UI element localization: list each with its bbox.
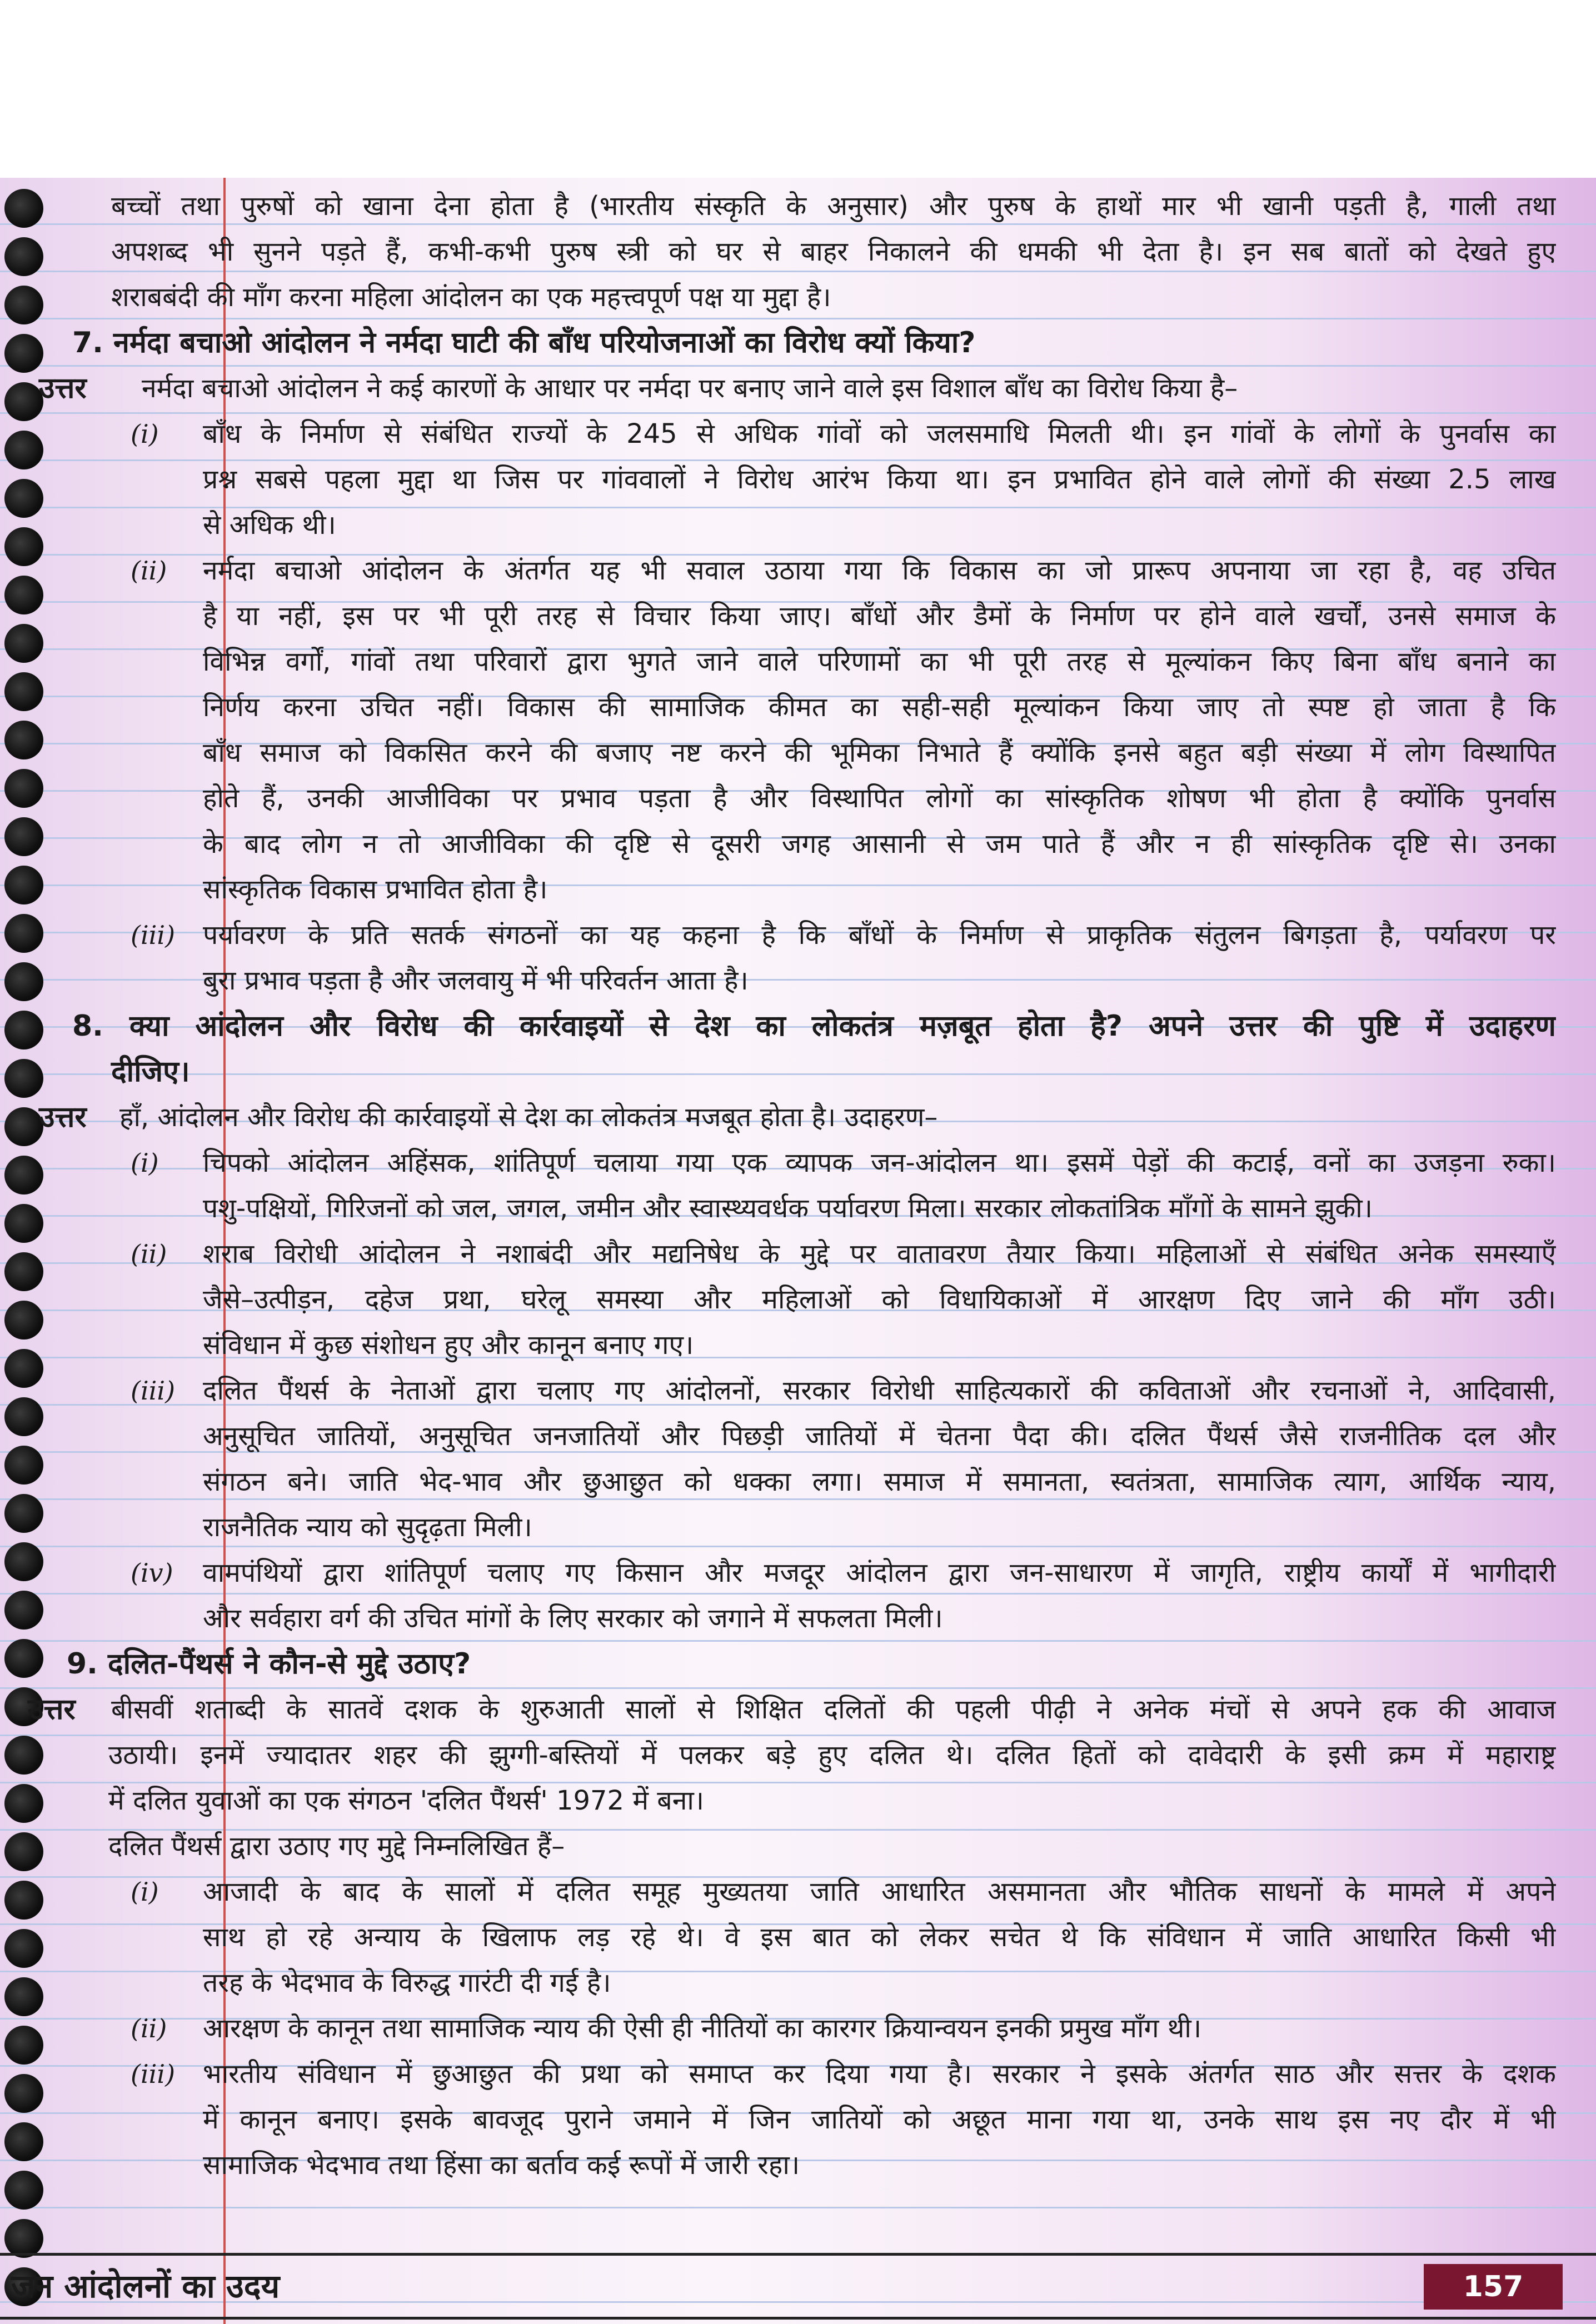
answer-label: उत्तर [28,1693,76,1726]
question-8-line: 8. क्या आंदोलन और विरोध की कार्रवाइयों से देश का लोकतंत्र मज़बूत होता है? अपने उत्तर की पुष्टि में उदाहरण [72,1009,1556,1043]
point-text-line: वामपंथियों द्वारा शांतिपूर्ण चलाए गए किसान और मजदूर आंदोलन द्वारा जन-साधारण में जागृति, राष्ट्रीय कार्यों में भागीदारी [203,1557,1556,1588]
point-number: (iii) [131,1376,176,1406]
answer-text-line: दलित पैंथर्स द्वारा उठाए गए मुद्दे निम्नलिखित हैं– [108,1831,565,1862]
answer-label: उत्तर [39,1101,87,1134]
point-text-line: साथ हो रहे अन्याय के खिलाफ लड़ रहे थे। वे इस बात को लेकर सचेत थे कि संविधान में जाति आधारित किसी भी [203,1922,1556,1953]
point-text-line: विभिन्न वर्गों, गांवों तथा परिवारों द्वारा भुगते जाने वाले परिणामों का भी पूरी तरह से मूल्यांकन किए बिना बाँध बनाने का [203,646,1556,677]
point-text-line: भारतीय संविधान में छुआछुत की प्रथा को समाप्त कर दिया गया है। सरकार ने इसके अंतर्गत साठ और सत्तर के दशक [203,2058,1556,2090]
point-text-line: सामाजिक भेदभाव तथा हिंसा का बर्ताव कई रूपों में जारी रहा। [203,2150,800,2181]
point-number: (iii) [131,2059,176,2089]
question-7: 7. नर्मदा बचाओ आंदोलन ने नर्मदा घाटी की बाँध परियोजनाओं का विरोध क्यों किया? [72,326,976,359]
point-text-line: तरह के भेदभाव के विरुद्ध गारंटी दी गई है। [203,1967,611,1998]
point-text-line: में कानून बनाए। इसके बावजूद पुराने जमाने में जिन जातियों को अछूत माना गया था, उनके साथ इस नए दौर में भी [203,2104,1556,2135]
question-9: 9. दलित-पैंथर्स ने कौन-से मुद्दे उठाए? [67,1647,471,1681]
point-text-line: पर्यावरण के प्रति सतर्क संगठनों का यह कहना है कि बाँधों के निर्माण से प्राकृतिक संतुलन बिगड़ता है, पर्यावरण पर [203,919,1556,951]
answer-label: उत्तर [39,372,87,405]
point-text-line: प्रश्न सबसे पहला मुद्दा था जिस पर गांववालों ने विरोध आरंभ किया था। इन प्रभावित होने वाले लोगों की संख्या 2.5 लाख [203,464,1556,495]
point-number: (ii) [131,2013,167,2043]
point-text-line: जैसे–उत्पीड़न, दहेज प्रथा, घरेलू समस्या और महिलाओं को विधायिकाओं में आरक्षण दिए जाने की माँग उठी। [203,1284,1556,1315]
point-text-line: से अधिक थी। [203,509,336,541]
point-text-line: है या नहीं, इस पर भी पूरी तरह से विचार किया जाए। बाँधों और डैमों के निर्माण पर होने वाले खर्चों, उनसे समाज के [203,601,1556,632]
point-text-line: बाँध समाज को विकसित करने की बजाए नष्ट करने की भूमिका निभाते हैं क्योंकि इनसे बहुत बड़ी संख्या में लोग विस्थापित [203,737,1556,768]
answer-text-line: में दलित युवाओं का एक संगठन 'दलित पैंथर्स' 1972 में बना। [108,1785,704,1816]
answer-intro: नर्मदा बचाओ आंदोलन ने कई कारणों के आधार पर नर्मदा पर बनाए जाने वाले इस विशाल बाँध का विरोध किया है– [142,373,1238,404]
point-text-line: शराब विरोधी आंदोलन ने नशाबंदी और मद्यनिषेध के मुद्दे पर वातावरण तैयार किया। महिलाओं से संबंधित अनेक समस्याएँ [203,1238,1556,1270]
point-text-line: संगठन बने। जाति भेद-भाव और छुआछुत को धक्का लगा। समाज में समानता, स्वतंत्रता, सामाजिक त्याग, आर्थिक न्याय, [203,1466,1556,1497]
point-text-line: चिपको आंदोलन अहिंसक, शांतिपूर्ण चलाया गया एक व्यापक जन-आंदोलन था। इसमें पेड़ों की कटाई, वनों का उजड़ना रुका। [203,1147,1556,1178]
intro-text-line: शराबबंदी की माँग करना महिला आंदोलन का एक महत्त्वपूर्ण पक्ष या मुद्दा है। [111,282,831,313]
page-content [0,178,1596,2324]
answer-intro: हाँ, आंदोलन और विरोध की कार्रवाइयों से देश का लोकतंत्र मजबूत होता है। उदाहरण– [119,1102,938,1133]
point-text-line: अनुसूचित जातियों, अनुसूचित जनजातियों और पिछड़ी जातियों में चेतना पैदा की। दलित पैंथर्स जैसे राजनीतिक दल और [203,1421,1556,1452]
point-text-line: निर्णय करना उचित नहीं। विकास की सामाजिक कीमत का सही-सही मूल्यांकन किया जाए तो स्पष्ट हो जाता है कि [203,692,1556,723]
point-number: (ii) [131,556,167,586]
point-number: (i) [131,1877,159,1907]
point-text-line: आजादी के बाद के सालों में दलित समूह मुख्यतया जाति आधारित असमानता और भौतिक साधनों के मामले में अपने [203,1876,1556,1907]
point-text-line: होते हैं, उनकी आजीविका पर प्रभाव पड़ता है और विस्थापित लोगों का सांस्कृतिक शोषण भी होता है क्योंकि पुनर्वास [203,783,1556,814]
point-text-line: के बाद लोग न तो आजीविका की दृष्टि से दूसरी जगह आसानी से जम पाते हैं और न ही सांस्कृतिक दृष्टि से। उनका [203,828,1556,859]
point-text-line: संविधान में कुछ संशोधन हुए और कानून बनाए गए। [203,1330,694,1361]
answer-text-line: बीसवीं शताब्दी के सातवें दशक के शुरुआती सालों से शिक्षित दलितों की पहली पीढ़ी ने अनेक मंचों से अपने हक की आवाज [111,1694,1556,1725]
question-8-line: दीजिए। [111,1055,190,1088]
point-text-line: आरक्षण के कानून तथा सामाजिक न्याय की ऐसी ही नीतियों का कारगर क्रियान्वयन इनकी प्रमुख माँग थी। [203,2013,1202,2044]
point-text-line: राजनैतिक न्याय को सुदृढ़ता मिली। [203,1512,532,1543]
point-text-line: दलित पैंथर्स के नेताओं द्वारा चलाए गए आंदोलनों, सरकार विरोधी साहित्यकारों की कविताओं और रचनाओं ने, आदिवासी, [203,1375,1556,1406]
page-number: 157 [1424,2264,1563,2310]
point-text-line: बुरा प्रभाव पड़ता है और जलवायु में भी परिवर्तन आता है। [203,965,749,996]
point-text-line: और सर्वहारा वर्ग की उचित मांगों के लिए सरकार को जगाने में सफलता मिली। [203,1603,943,1634]
intro-text-line: अपशब्द भी सुनने पड़ते हैं, कभी-कभी पुरुष स्त्री को घर से बाहर निकालने की धमकी भी देता है। इन सब बातों को देखते हुए [111,236,1556,267]
page-footer [0,2253,1596,2320]
point-text-line: बाँध के निर्माण से संबंधित राज्यों के 245 से अधिक गांवों को जलसमाधि मिलती थी। इन गांवों के लोगों के पुनर्वास का [203,418,1556,449]
notebook-page [0,178,1596,2324]
point-number: (iii) [131,920,176,950]
point-number: (i) [131,1148,159,1178]
answer-text-line: उठायी। इनमें ज्यादातर शहर की झुग्गी-बस्तियों में पलकर बड़े हुए दलित थे। दलित हितों को दावेदारी के इसी क्रम में महाराष्ट्र [108,1740,1556,1771]
point-text-line: सांस्कृतिक विकास प्रभावित होता है। [203,874,548,905]
intro-text-line: बच्चों तथा पुरुषों को खाना देना होता है (भारतीय संस्कृति के अनुसार) और पुरुष के हाथों मार भी खानी पड़ती है, गाली तथा [111,191,1556,222]
point-number: (ii) [131,1239,167,1269]
point-number: (i) [131,419,159,449]
chapter-title: जन आंदोलनों का उदय [11,2267,280,2305]
point-number: (iv) [131,1558,173,1588]
point-text-line: नर्मदा बचाओ आंदोलन के अंतर्गत यह भी सवाल उठाया गया कि विकास का जो प्रारूप अपनाया जा रहा है, वह उचित [203,555,1556,586]
point-text-line: पशु-पक्षियों, गिरिजनों को जल, जगल, जमीन और स्वास्थ्यवर्धक पर्यावरण मिला। सरकार लोकतांत्रिक माँगों के सामने झुकी। [203,1193,1373,1224]
